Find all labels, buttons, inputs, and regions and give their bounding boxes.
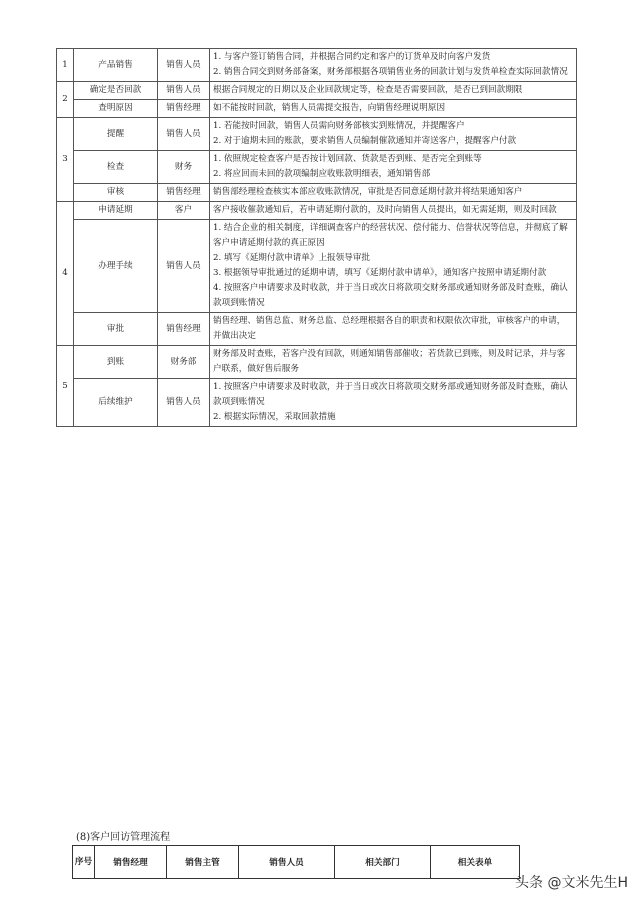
table-row (57, 184, 577, 202)
step-description (210, 346, 577, 379)
table-row (57, 49, 577, 82)
section-title: (8)客户回访管理流程 (76, 832, 171, 843)
step-item: 产品销售 (74, 49, 158, 82)
table-row (57, 346, 577, 379)
table-row (57, 379, 577, 427)
description-line: 2. 填写《延期付款申请单》上报领导审批 (213, 253, 371, 263)
description-line: 1. 与客户签订销售合同，并根据合同约定和客户的订货单及时向客户发货 (213, 52, 491, 62)
step-item: 审批 (74, 313, 158, 346)
header-salesperson: 销售人员 (239, 846, 335, 879)
responsible-role: 销售人员 (158, 49, 210, 82)
responsible-role: 客户 (158, 202, 210, 220)
description-line: 根据合同规定的日期以及企业回款规定等，检查是否需要回款，是否已到回款期限 (213, 85, 523, 95)
header-sales-manager: 销售经理 (95, 846, 167, 879)
table-row (57, 82, 577, 100)
step-description (210, 184, 577, 202)
step-description (210, 100, 577, 118)
responsible-role: 销售经理 (158, 313, 210, 346)
responsible-role: 销售经理 (158, 100, 210, 118)
step-number: 5 (57, 346, 74, 427)
responsible-role: 销售经理 (158, 184, 210, 202)
responsible-role: 销售人员 (158, 118, 210, 151)
description-line: 3. 根据领导审批通过的延期申请，填写《延期付款申请单》，通知客户按照申请延期付款 (213, 268, 547, 278)
step-number: 4 (57, 202, 74, 346)
description-line: 客户接收催款通知后，若申请延期付款的，及时向销售人员提出，如无需延期，则及时回款 (213, 205, 557, 215)
responsible-role: 销售人员 (158, 379, 210, 427)
table-row (57, 118, 577, 151)
step-item: 确定是否回款 (74, 82, 158, 100)
step-item: 审核 (74, 184, 158, 202)
header-sales-supervisor: 销售主管 (167, 846, 239, 879)
header-seq: 序号 (73, 846, 95, 879)
step-description (210, 82, 577, 100)
header-related-dept: 相关部门 (335, 846, 431, 879)
description-line: 如不能按时回款，销售人员需提交报告，向销售经理说明原因 (213, 103, 446, 113)
description-line: 1. 依照规定检查客户是否按计划回款、货款是否到账、是否完全到账等 (213, 154, 482, 164)
step-item: 办理手续 (74, 220, 158, 313)
visit-process-table (72, 845, 520, 879)
step-item: 提醒 (74, 118, 158, 151)
header-row (73, 846, 520, 879)
header-related-forms: 相关表单 (431, 846, 520, 879)
step-description (210, 202, 577, 220)
step-description (210, 313, 577, 346)
table-row (57, 220, 577, 313)
description-line: 1. 结合企业的相关制度，详细调查客户的经营状况、偿付能力、信誉状况等信息，并彻底了解客户申请延期付款的真正原因 (213, 223, 568, 248)
step-description (210, 49, 577, 82)
step-number: 3 (57, 118, 74, 202)
description-line: 2. 将应回而未回的款项编制应收账款明细表，通知销售部 (213, 169, 431, 179)
step-item: 后续维护 (74, 379, 158, 427)
table-row (57, 151, 577, 184)
process-table (56, 48, 577, 427)
step-item: 查明原因 (74, 100, 158, 118)
description-line: 2. 销售合同交到财务部备案，财务部根据各项销售业务的回款计划与发货单检查实际回款情况 (213, 67, 568, 77)
step-description (210, 118, 577, 151)
responsible-role: 销售人员 (158, 82, 210, 100)
description-line: 1. 按照客户申请要求及时收款，并于当日或次日将款项交财务部或通知财务部及时查账，确认款项到账情况 (213, 382, 568, 407)
description-line: 1. 若能按时回款，销售人员需向财务部核实到账情况，并提醒客户 (213, 121, 465, 131)
step-description (210, 151, 577, 184)
responsible-role: 财务 (158, 151, 210, 184)
table-row (57, 313, 577, 346)
description-line: 销售经理、销售总监、财务总监、总经理根据各自的职责和权限依次审批，审核客户的申请，并做出决定 (213, 316, 566, 341)
step-description (210, 220, 577, 313)
watermark: 头条 @文米先生H (515, 875, 628, 891)
table-row (57, 100, 577, 118)
description-line: 财务部及时查账，若客户没有回款，则通知销售部催收；若货款已到账，则及时记录，并与客户联系，做好售后服务 (213, 349, 566, 374)
responsible-role: 财务部 (158, 346, 210, 379)
responsible-role: 销售人员 (158, 220, 210, 313)
description-line: 销售部经理检查核实本部应收账款情况，审批是否同意延期付款并将结果通知客户 (213, 187, 523, 197)
step-description (210, 379, 577, 427)
step-number: 1 (57, 49, 74, 82)
description-line: 2. 根据实际情况，采取回款措施 (213, 412, 336, 422)
description-line: 4. 按照客户申请要求及时收款，并于当日或次日将款项交财务部或通知财务部及时查账，确认款项到账情况 (213, 283, 568, 308)
table-row (57, 202, 577, 220)
step-item: 申请延期 (74, 202, 158, 220)
step-item: 检查 (74, 151, 158, 184)
step-item: 到账 (74, 346, 158, 379)
step-number: 2 (57, 82, 74, 118)
description-line: 2. 对于逾期未回的账款，要求销售人员编制催款通知并寄送客户，提醒客户付款 (213, 136, 517, 146)
